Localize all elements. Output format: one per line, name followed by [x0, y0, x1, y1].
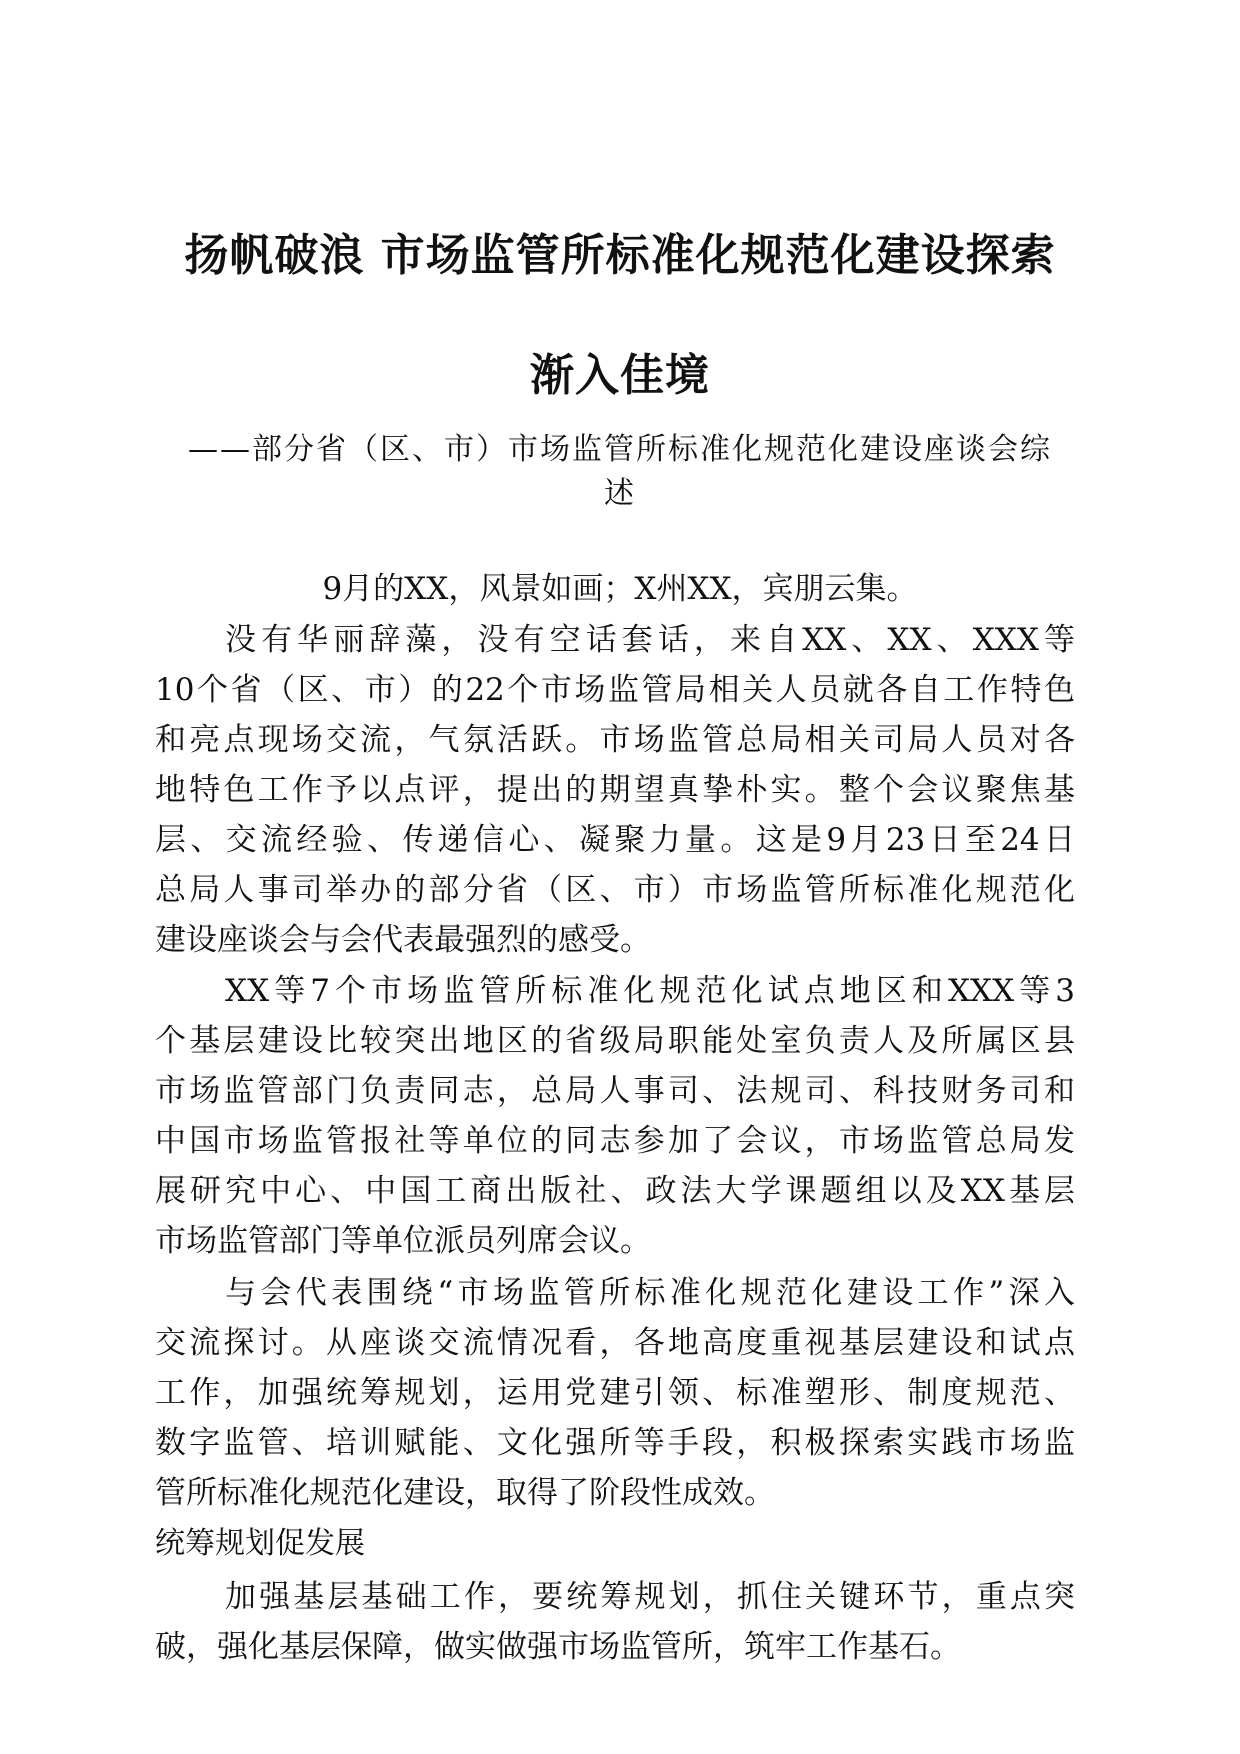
- paragraph-line: 9月的XX，风景如画；X州XX，宾朋云集。: [322, 571, 918, 607]
- paragraph-line: 管所标准化规范化建设，取得了阶段性成效。: [155, 1475, 775, 1511]
- paragraph-line: 展研究中心、中国工商出版社、政法大学课题组以及XX基层: [155, 1173, 1075, 1209]
- paragraph-line: 10个省（区、市）的22个市场监管局相关人员就各自工作特色: [155, 672, 1075, 708]
- paragraph-line: 与会代表围绕“市场监管所标准化规范化建设工作”深入: [225, 1275, 1075, 1311]
- paragraph-line: 工作，加强统筹规划，运用党建引领、标准塑形、制度规范、: [155, 1375, 1075, 1411]
- paragraph-line: 交流探讨。从座谈交流情况看，各地高度重视基层建设和试点: [155, 1325, 1075, 1361]
- paragraph-line: 层、交流经验、传递信心、凝聚力量。这是9月23日至24日: [155, 822, 1075, 858]
- paragraph-line: 数字监管、培训赋能、文化强所等手段，积极探索实践市场监: [155, 1425, 1075, 1461]
- section-heading: 统筹规划促发展: [155, 1526, 365, 1561]
- document-title-line-2: 渐入佳境: [530, 350, 710, 401]
- paragraph-line: 市场监管部门负责同志，总局人事司、法规司、科技财务司和: [155, 1073, 1075, 1109]
- paragraph-line: 破，强化基层保障，做实做强市场监管所，筑牢工作基石。: [155, 1629, 961, 1665]
- paragraph-line: 中国市场监管报社等单位的同志参加了会议，市场监管总局发: [155, 1123, 1075, 1159]
- paragraph-line: 加强基层基础工作，要统筹规划，抓住关键环节，重点突: [225, 1579, 1075, 1615]
- document-title-line-1: 扬帆破浪 市场监管所标准化规范化建设探索: [184, 230, 1056, 281]
- paragraph-line: 地特色工作予以点评，提出的期望真挚朴实。整个会议聚焦基: [155, 772, 1075, 808]
- paragraph-line: 个基层建设比较突出地区的省级局职能处室负责人及所属区县: [155, 1023, 1075, 1059]
- document-subtitle-line-2: 述: [604, 476, 636, 511]
- paragraph-line: 没有华丽辞藻，没有空话套话，来自XX、XX、XXX等: [225, 622, 1075, 658]
- paragraph-line: XX等7个市场监管所标准化规范化试点地区和XXX等3: [225, 973, 1075, 1009]
- paragraph-line: 市场监管部门等单位派员列席会议。: [155, 1223, 651, 1259]
- document-subtitle-line-1: ——部分省（区、市）市场监管所标准化规范化建设座谈会综: [188, 432, 1052, 467]
- paragraph-line: 建设座谈会与会代表最强烈的感受。: [155, 922, 651, 958]
- paragraph-line: 总局人事司举办的部分省（区、市）市场监管所标准化规范化: [155, 872, 1075, 908]
- paragraph-line: 和亮点现场交流，气氛活跃。市场监管总局相关司局人员对各: [155, 722, 1075, 758]
